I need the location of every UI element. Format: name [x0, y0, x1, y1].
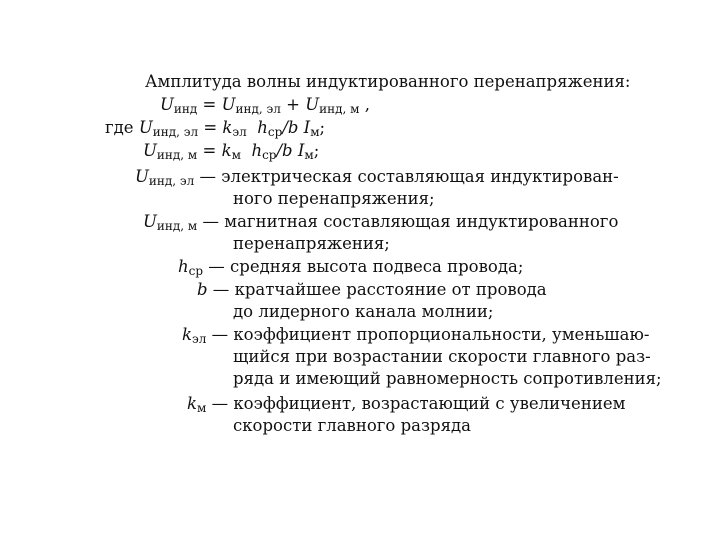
definition-text: до лидерного канала молнии; — [233, 302, 494, 321]
equation-total: $U_{инд} = U_{инд, эл} + U_{инд, м}$ , — [160, 95, 370, 116]
equation-electric: где $U_{инд, эл} = k_{эл}$ $h_{ср}/b$ $I_м$; — [105, 118, 326, 139]
definition-text: ряда и имеющий равномерность сопротивления; — [233, 369, 662, 388]
definition-text: скорости главного разряда — [233, 416, 471, 435]
definition-term: $k_м$ — коэффициент, возрастающий с увеличением — [187, 394, 626, 415]
definition-term: $U_{инд, эл}$ — электрическая составляющая индуктирован- — [135, 167, 619, 188]
definition-text: перенапряжения; — [233, 234, 390, 253]
definition-term: b — кратчайшее расстояние от провода — [197, 280, 547, 299]
definition-text: ного перенапряжения; — [233, 189, 435, 208]
definition-text: щийся при возрастании скорости главного раз- — [233, 347, 651, 366]
definition-term: $h_{ср}$ — средняя высота подвеса провода; — [178, 257, 524, 278]
equation-magnetic: $U_{инд, м} = k_м$ $h_{ср}/b$ $I_м$; — [143, 141, 320, 162]
heading: Амплитуда волны индуктированного перенапряжения: — [145, 72, 631, 91]
definition-term: $U_{инд, м}$ — магнитная составляющая индуктированного — [143, 212, 619, 233]
definition-term: $k_{эл}$ — коэффициент пропорциональности, уменьшаю- — [182, 325, 650, 346]
